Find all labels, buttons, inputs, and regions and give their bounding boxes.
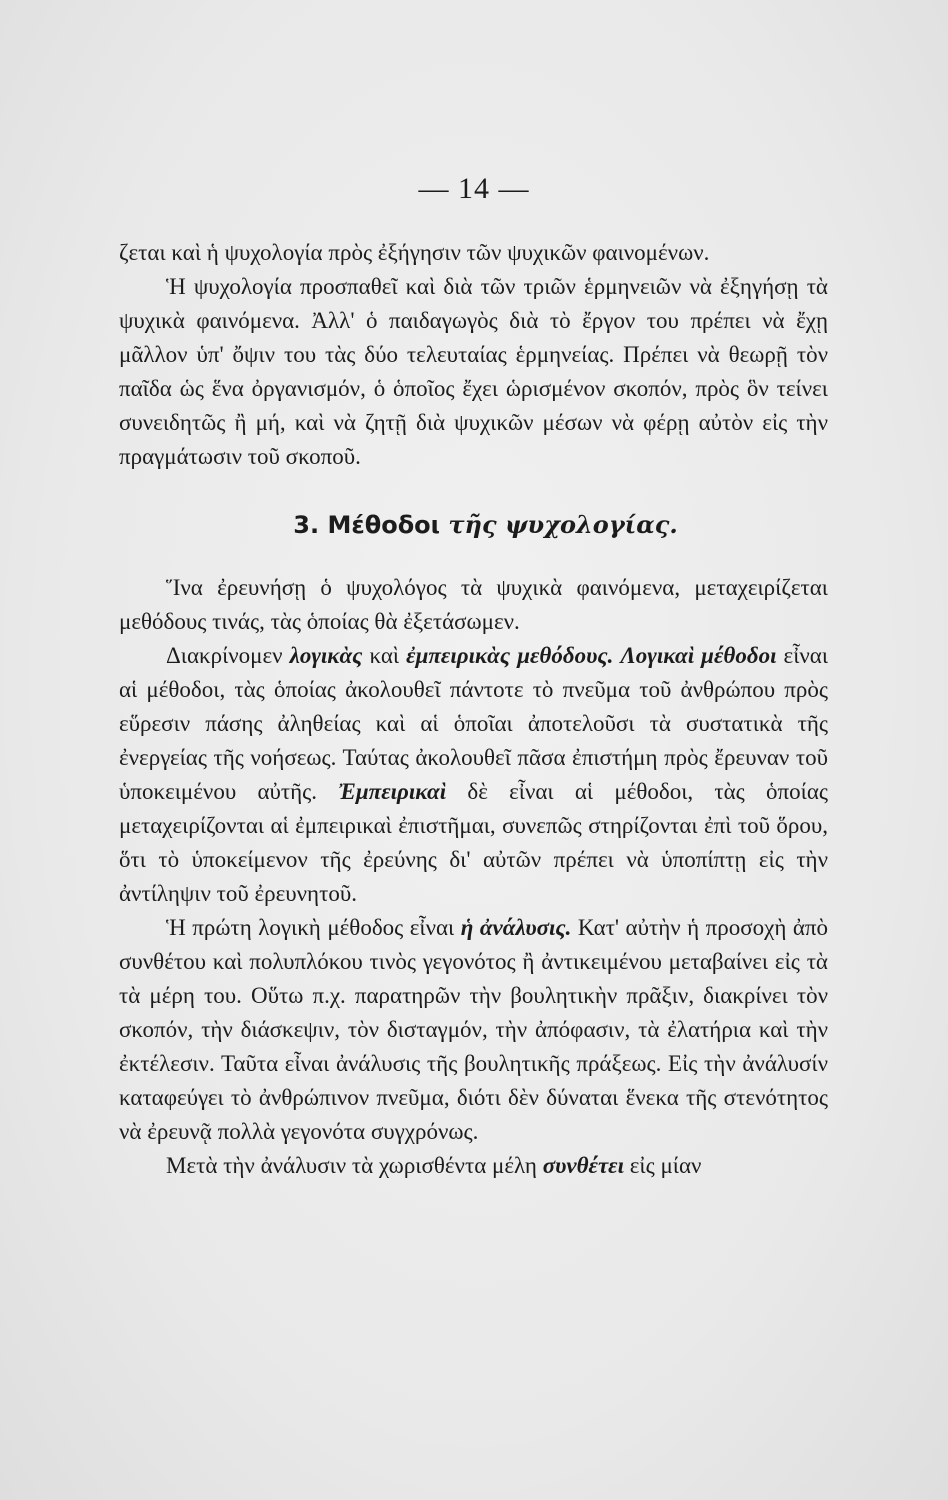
section-title-word: Μέθοδοι (327, 511, 441, 539)
paragraph-synthesis (119, 1149, 828, 1183)
section-number: 3. (293, 511, 320, 539)
section-title-rest: τῆς ψυχολογίας. (448, 510, 678, 539)
text-run: Ἡ πρώτη λογικὴ μέθοδος εἶναι (166, 915, 461, 940)
emphasis-analysis: ἡ ἀνάλυσις. (460, 915, 572, 940)
emphasis-empirical-methods: ἐμπειρικὰς μεθόδους. (406, 643, 614, 668)
text-run: Μετὰ τὴν ἀνάλυσιν τὰ χωρισθέντα μέλη (166, 1153, 543, 1178)
text-run: δὲ εἶναι αἱ μέθοδοι, τὰς ὁποίας μεταχειρίζονται αἱ ἐμπειρικαὶ ἐπιστῆμαι, συνεπῶς στηρίζονται ἐπὶ τοῦ ὅρου, ὅτι τὸ ὑποκείμενον τῆς ἐρεύνης δι' αὐτῶν πρέπει νὰ ὑποπίπτῃ εἰς τὴν ἀντίληψιν τοῦ ἐρευνητοῦ. (119, 779, 828, 906)
paragraph-logical-empirical (119, 639, 828, 911)
text-run: εἶναι αἱ μέθοδοι, τὰς ὁποίας ἀκολουθεῖ πάντοτε τὸ πνεῦμα τοῦ ἀνθρώπου πρὸς εὕρεσιν πάσης ἀληθείας καὶ αἱ ὁποῖαι ἀποτελοῦσι τὰ συστατικὰ τῆς ἐνεργείας τῆς νοήσεως. Ταύτας ἀκολουθεῖ πᾶσα ἐπιστήμη πρὸς ἔρευναν τοῦ ὑποκειμένου αὐτῆς. (119, 643, 829, 804)
section-heading (119, 508, 828, 542)
emphasis-logical-methods: Λογικαὶ μέθοδοι (620, 643, 777, 668)
text-run: καὶ (362, 643, 407, 668)
body-text (119, 236, 828, 1183)
emphasis-empirical: Ἐμπειρικαὶ (338, 779, 447, 804)
text-run: εἰς μίαν (624, 1153, 702, 1178)
paragraph-analysis (119, 911, 828, 1149)
text-run: Διακρίνομεν (166, 643, 290, 668)
paragraph-interpretations: Ἡ ψυχολογία προσπαθεῖ καὶ διὰ τῶν τριῶν ἑρμηνειῶν νὰ ἐξηγήσῃ τὰ ψυχικὰ φαινόμενα. Ἀλλ' ὁ παιδαγωγὸς διὰ τὸ ἔργον του πρέπει νὰ ἔχῃ μᾶλλον ὑπ' ὄψιν του τὰς δύο τελευταίας ἑρμηνείας. Πρέπει νὰ θεωρῇ τὸν παῖδα ὡς ἕνα ὀργανισμόν, ὁ ὁποῖος ἔχει ὡρισμένον σκοπόν, πρὸς ὃν τείνει συνειδητῶς ἢ μή, καὶ νὰ ζητῇ διὰ ψυχικῶν μέσων νὰ φέρῃ αὐτὸν εἰς τὴν πραγμάτωσιν τοῦ σκοποῦ. (119, 274, 828, 469)
emphasis-logical: λογικὰς (289, 643, 363, 668)
paragraph-methods-intro: Ἵνα ἐρευνήσῃ ὁ ψυχολόγος τὰ ψυχικὰ φαινόμενα, μεταχειρίζεται μεθόδους τινάς, τὰς ὁποίας θὰ ἐξετάσωμεν. (119, 575, 828, 634)
page-number: — 14 — (418, 172, 530, 205)
emphasis-synthesizes: συνθέτει (542, 1153, 624, 1178)
text-run: Κατ' αὐτὴν ἡ προσοχὴ ἀπὸ συνθέτου καὶ πολυπλόκου τινὸς γεγονότος ἢ ἀντικειμένου μεταβαίνει εἰς τὰ τὰ μέρη του. Οὕτω π.χ. παρατηρῶν τὴν βουλητικὴν πρᾶξιν, διακρίνει τὸν σκοπόν, τὴν διάσκεψιν, τὸν δισταγμόν, τὴν ἀπόφασιν, τὰ ἐλατήρια καὶ τὴν ἐκτέλεσιν. Ταῦτα εἶναι ἀνάλυσις τῆς βουλητικῆς πράξεως. Εἰς τὴν ἀνάλυσίν καταφεύγει τὸ ἀνθρώπινον πνεῦμα, διότι δὲν δύναται ἕνεκα τῆς στενότητος νὰ ἐρευνᾷ πολλὰ γεγονότα συγχρόνως. (119, 915, 829, 1144)
paragraph-continuation: ζεται καὶ ἡ ψυχολογία πρὸς ἐξήγησιν τῶν ψυχικῶν φαινομένων. (119, 240, 710, 265)
